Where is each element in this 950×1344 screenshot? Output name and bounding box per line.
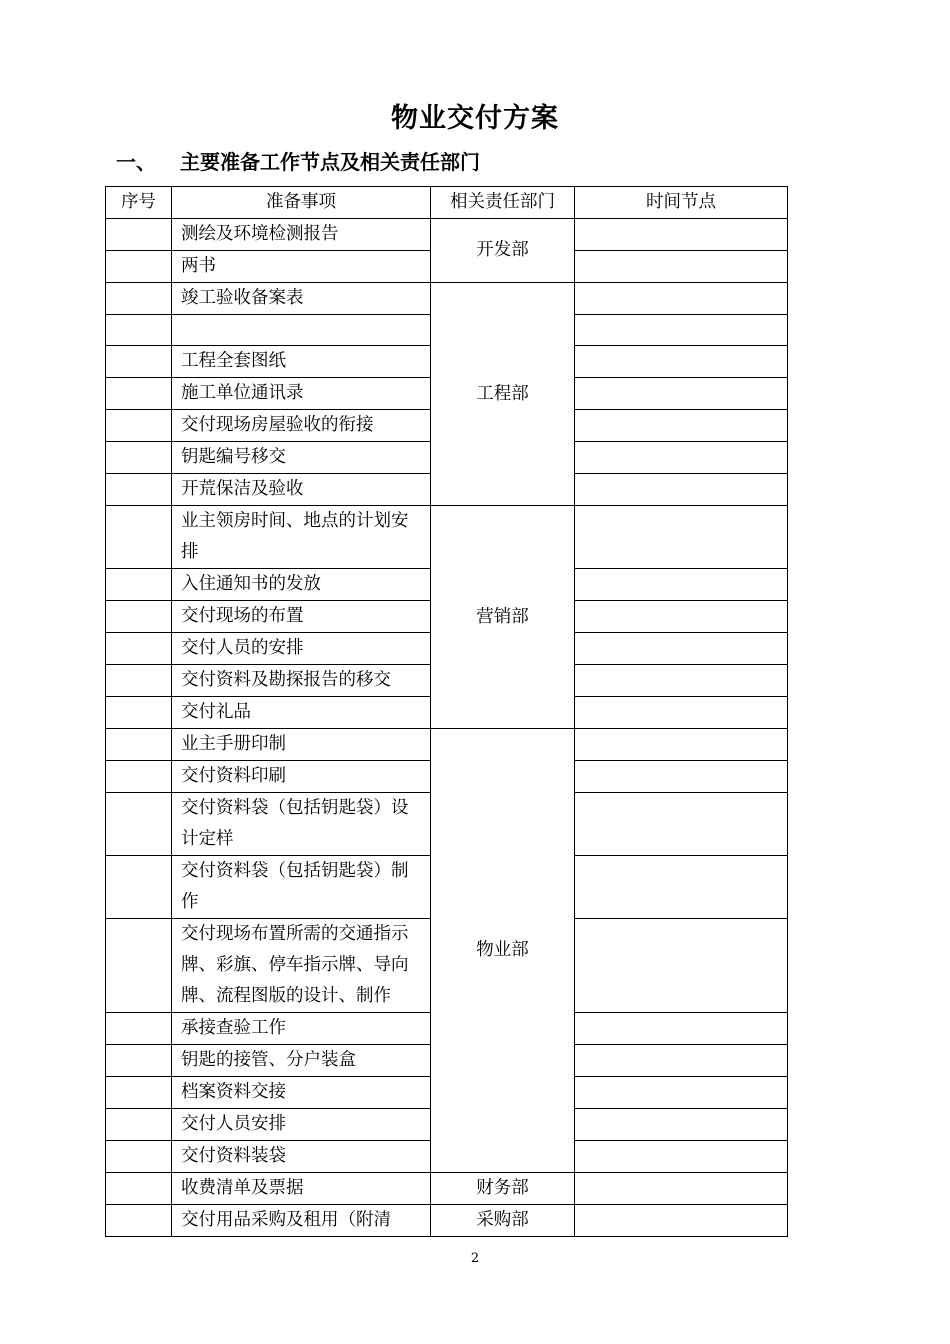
task-cell: 入住通知书的发放 [172, 569, 431, 601]
task-cell: 业主领房时间、地点的计划安排 [172, 506, 431, 569]
task-cell: 两书 [172, 251, 431, 283]
department-cell: 采购部 [431, 1205, 575, 1237]
index-cell [106, 569, 172, 601]
index-cell [106, 251, 172, 283]
task-cell: 交付现场布置所需的交通指示牌、彩旗、停车指示牌、导向牌、流程图版的设计、制作 [172, 919, 431, 1013]
task-cell: 交付人员安排 [172, 1109, 431, 1141]
task-cell: 交付礼品 [172, 697, 431, 729]
index-cell [106, 346, 172, 378]
index-cell [106, 1013, 172, 1045]
index-cell [106, 378, 172, 410]
department-cell: 开发部 [431, 219, 575, 283]
deadline-cell [575, 1205, 788, 1237]
task-cell: 钥匙编号移交 [172, 442, 431, 474]
task-cell: 收费清单及票据 [172, 1173, 431, 1205]
task-cell: 测绘及环境检测报告 [172, 219, 431, 251]
task-cell: 交付人员的安排 [172, 633, 431, 665]
table-row [106, 283, 788, 315]
document-title: 物业交付方案 [391, 103, 559, 134]
deadline-cell [575, 283, 788, 315]
index-cell [106, 442, 172, 474]
deadline-cell [575, 601, 788, 633]
index-cell [106, 856, 172, 919]
preparation-table [105, 186, 788, 1237]
deadline-cell [575, 665, 788, 697]
page-number: 2 [470, 1251, 480, 1266]
index-cell [106, 1205, 172, 1237]
table-row [106, 1173, 788, 1205]
deadline-cell [575, 219, 788, 251]
deadline-cell [575, 793, 788, 856]
task-cell: 交付资料及勘探报告的移交 [172, 665, 431, 697]
task-cell: 业主手册印制 [172, 729, 431, 761]
table-row [106, 506, 788, 569]
deadline-cell [575, 761, 788, 793]
table-row [106, 729, 788, 761]
index-cell [106, 1173, 172, 1205]
index-cell [106, 410, 172, 442]
index-cell [106, 793, 172, 856]
index-cell [106, 729, 172, 761]
header-index: 序号 [106, 187, 172, 219]
index-cell [106, 474, 172, 506]
index-cell [106, 761, 172, 793]
deadline-cell [575, 856, 788, 919]
deadline-cell [575, 442, 788, 474]
task-cell: 交付现场房屋验收的衔接 [172, 410, 431, 442]
deadline-cell [575, 251, 788, 283]
deadline-cell [575, 378, 788, 410]
section-number: 一、 [116, 150, 156, 174]
index-cell [106, 315, 172, 346]
deadline-cell [575, 1077, 788, 1109]
deadline-cell [575, 1141, 788, 1173]
task-cell: 交付资料装袋 [172, 1141, 431, 1173]
deadline-cell [575, 1045, 788, 1077]
index-cell [106, 1141, 172, 1173]
task-cell: 施工单位通讯录 [172, 378, 431, 410]
task-cell: 档案资料交接 [172, 1077, 431, 1109]
index-cell [106, 506, 172, 569]
index-cell [106, 633, 172, 665]
task-cell [172, 315, 431, 346]
deadline-cell [575, 506, 788, 569]
index-cell [106, 283, 172, 315]
deadline-cell [575, 410, 788, 442]
task-cell: 交付现场的布置 [172, 601, 431, 633]
deadline-cell [575, 315, 788, 346]
deadline-cell [575, 569, 788, 601]
department-cell: 财务部 [431, 1173, 575, 1205]
task-cell: 竣工验收备案表 [172, 283, 431, 315]
task-cell: 交付用品采购及租用（附清 [172, 1205, 431, 1237]
section-heading-text: 主要准备工作节点及相关责任部门 [180, 150, 480, 174]
task-cell: 交付资料袋（包括钥匙袋）制作 [172, 856, 431, 919]
header-deadline: 时间节点 [575, 187, 788, 219]
index-cell [106, 1109, 172, 1141]
task-cell: 承接查验工作 [172, 1013, 431, 1045]
deadline-cell [575, 1013, 788, 1045]
deadline-cell [575, 697, 788, 729]
deadline-cell [575, 1109, 788, 1141]
index-cell [106, 219, 172, 251]
department-cell: 工程部 [431, 283, 575, 506]
header-task: 准备事项 [172, 187, 431, 219]
deadline-cell [575, 919, 788, 1013]
table-row [106, 219, 788, 251]
deadline-cell [575, 1173, 788, 1205]
index-cell [106, 697, 172, 729]
deadline-cell [575, 346, 788, 378]
section-heading [116, 146, 480, 175]
index-cell [106, 919, 172, 1013]
task-cell: 工程全套图纸 [172, 346, 431, 378]
deadline-cell [575, 729, 788, 761]
department-cell: 物业部 [431, 729, 575, 1173]
table-row [106, 1205, 788, 1237]
task-cell: 交付资料印刷 [172, 761, 431, 793]
deadline-cell [575, 633, 788, 665]
task-cell: 钥匙的接管、分户装盒 [172, 1045, 431, 1077]
index-cell [106, 601, 172, 633]
department-cell: 营销部 [431, 506, 575, 729]
header-department: 相关责任部门 [431, 187, 575, 219]
deadline-cell [575, 474, 788, 506]
index-cell [106, 1045, 172, 1077]
index-cell [106, 1077, 172, 1109]
table-header-row [106, 187, 788, 219]
task-cell: 交付资料袋（包括钥匙袋）设计定样 [172, 793, 431, 856]
task-cell: 开荒保洁及验收 [172, 474, 431, 506]
index-cell [106, 665, 172, 697]
